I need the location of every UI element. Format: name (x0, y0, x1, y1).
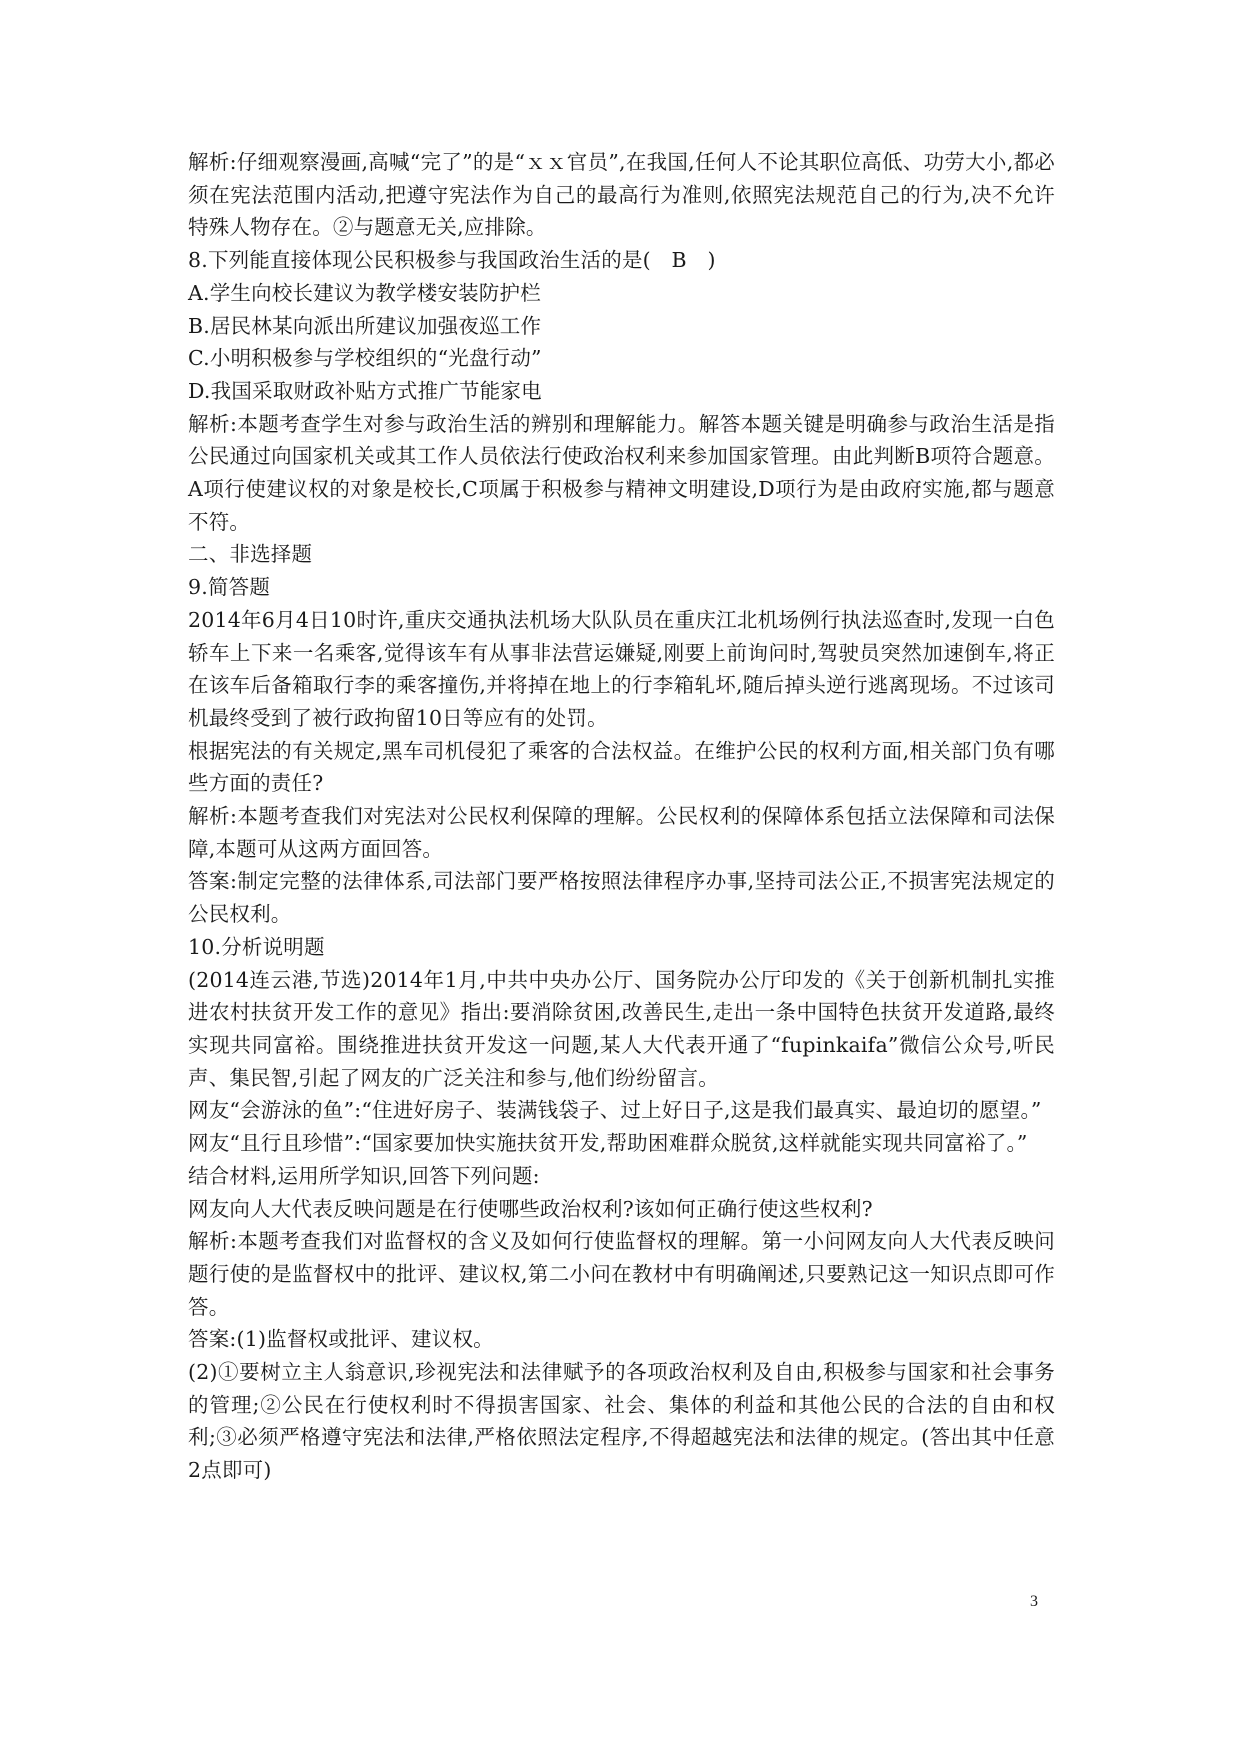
paragraph-analysis-7: 解析:仔细观察漫画,高喊“完了”的是“ｘｘ官员”,在我国,任何人不论其职位高低、功劳大小,都必须在宪法范围内活动,把遵守宪法作为自己的最高行为准则,依照宪法规范自己的行为,决不允许特殊人物存在。②与题意无关,应排除。 (188, 150, 1055, 240)
question-9-answer: 答案:制定完整的法律体系,司法部门要严格按照法律程序办事,坚持司法公正,不损害宪法规定的公民权利。 (188, 869, 1055, 927)
question-9-prompt: 根据宪法的有关规定,黑车司机侵犯了乘客的合法权益。在维护公民的权利方面,相关部门负有哪些方面的责任? (188, 738, 1055, 796)
question-8-option-c: C.小明积极参与学校组织的“光盘行动” (188, 346, 542, 371)
question-8-option-a: A.学生向校长建议为教学楼安装防护栏 (188, 280, 541, 305)
question-10-comment-2: 网友“且行且珍惜”:“国家要加快实施扶贫开发,帮助困难群众脱贫,这样就能实现共同富裕了。” (188, 1131, 1028, 1156)
question-10-comment-1: 网友“会游泳的鱼”:“住进好房子、装满钱袋子、过上好日子,这是我们最真实、最迫切的愿望。” (188, 1098, 1042, 1123)
question-9-heading: 9.简答题 (188, 575, 271, 600)
question-10-material: (2014连云港,节选)2014年1月,中共中央办公厅、国务院办公厅印发的《关于创新机制扎实推进农村扶贫开发工作的意见》指出:要消除贫困,改善民生,走出一条中国特色扶贫开发道路,最终实现共同富裕。围绕推进扶贫开发这一问题,某人大代表开通了“fupinkaifa”微信公众号,听民声、集民智,引起了网友的广泛关注和参与,他们纷纷留言。 (188, 967, 1055, 1090)
question-10-answer-1: 答案:(1)监督权或批评、建议权。 (188, 1327, 494, 1352)
question-8-option-b: B.居民林某向派出所建议加强夜巡工作 (188, 313, 542, 338)
question-10-prompt: 网友向人大代表反映问题是在行使哪些政治权利?该如何正确行使这些权利? (188, 1196, 873, 1221)
section-heading-non-choice: 二、非选择题 (188, 542, 313, 567)
question-10-instruction: 结合材料,运用所学知识,回答下列问题: (188, 1163, 540, 1188)
question-8-analysis: 解析:本题考查学生对参与政治生活的辨别和理解能力。解答本题关键是明确参与政治生活是指公民通过向国家机关或其工作人员依法行使政治权利来参加国家管理。由此判断B项符合题意。A项行使建议权的对象是校长,C项属于积极参与精神文明建设,D项行为是由政府实施,都与题意不符。 (188, 411, 1055, 534)
document-body (188, 146, 1055, 1487)
question-10-answer-2: (2)①要树立主人翁意识,珍视宪法和法律赋予的各项政治权利及自由,积极参与国家和社会事务的管理;②公民在行使权利时不得损害国家、社会、集体的利益和其他公民的合法的自由和权利;③必须严格遵守宪法和法律,严格依照法定程序,不得超越宪法和法律的规定。(答出其中任意2点即可) (188, 1360, 1055, 1483)
question-9-material: 2014年6月4日10时许,重庆交通执法机场大队队员在重庆江北机场例行执法巡查时,发现一白色轿车上下来一名乘客,觉得该车有从事非法营运嫌疑,刚要上前询问时,驾驶员突然加速倒车,将正在该车后备箱取行李的乘客撞伤,并将掉在地上的行李箱轧坏,随后掉头逆行逃离现场。不过该司机最终受到了被行政拘留10日等应有的处罚。 (188, 607, 1055, 730)
page-number: 3 (1030, 1593, 1038, 1610)
question-10-heading: 10.分析说明题 (188, 934, 325, 959)
question-10-analysis: 解析:本题考查我们对监督权的含义及如何行使监督权的理解。第一小问网友向人大代表反映问题行使的是监督权中的批评、建议权,第二小问在教材中有明确阐述,只要熟记这一知识点即可作答。 (188, 1229, 1055, 1319)
question-8-option-d: D.我国采取财政补贴方式推广节能家电 (188, 378, 542, 403)
question-9-analysis: 解析:本题考查我们对宪法对公民权利保障的理解。公民权利的保障体系包括立法保障和司法保障,本题可从这两方面回答。 (188, 804, 1055, 861)
question-8-stem: 8.下列能直接体现公民积极参与我国政治生活的是( B ) (188, 248, 716, 273)
